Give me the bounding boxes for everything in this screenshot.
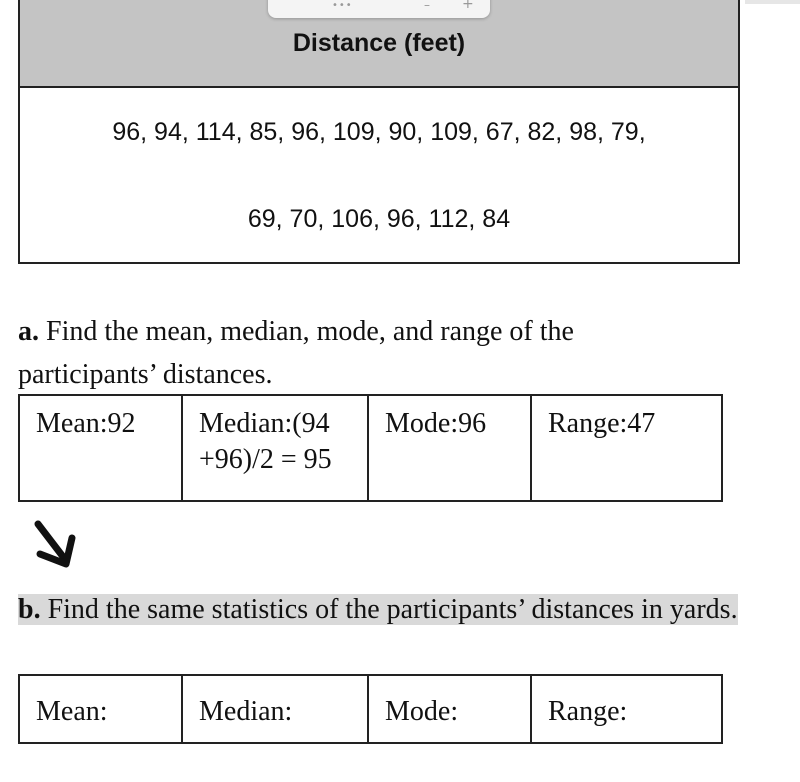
question-a <box>18 310 718 396</box>
more-options-icon[interactable]: ••• <box>332 0 353 11</box>
answer-b-mean[interactable]: Mean: <box>19 675 182 743</box>
answer-a-mean[interactable]: Mean:92 <box>19 395 182 501</box>
corner-strip <box>745 0 800 4</box>
answer-table-b <box>18 674 723 744</box>
answer-table-a <box>18 394 723 502</box>
answer-b-median[interactable]: Median: <box>182 675 368 743</box>
zoom-in-icon[interactable]: + <box>462 0 474 12</box>
question-b <box>18 588 778 631</box>
zoom-out-icon[interactable]: – <box>424 0 430 12</box>
distance-values-line-1: 96, 94, 114, 85, 96, 109, 90, 109, 67, 82, 98, 79, <box>112 118 646 146</box>
question-b-label: b. <box>18 594 41 625</box>
answer-b-mode[interactable]: Mode: <box>368 675 531 743</box>
distance-table <box>18 0 740 264</box>
down-right-arrow-icon <box>30 518 86 580</box>
answer-a-median[interactable]: Median:(94 +96)/2 = 95 <box>182 395 368 501</box>
question-a-label: a. <box>18 316 39 347</box>
answer-a-mode[interactable]: Mode:96 <box>368 395 531 501</box>
question-a-text: Find the mean, median, mode, and range of the participants’ distances. <box>18 316 574 390</box>
question-b-text: Find the same statistics of the participants’ distances in yards. <box>40 594 738 625</box>
distance-values-line-2: 69, 70, 106, 96, 112, 84 <box>247 205 511 233</box>
distance-header-label: Distance (feet) <box>292 28 466 57</box>
answer-b-range[interactable]: Range: <box>531 675 722 743</box>
answer-a-range[interactable]: Range:47 <box>531 395 722 501</box>
floating-toolbar <box>268 0 490 18</box>
